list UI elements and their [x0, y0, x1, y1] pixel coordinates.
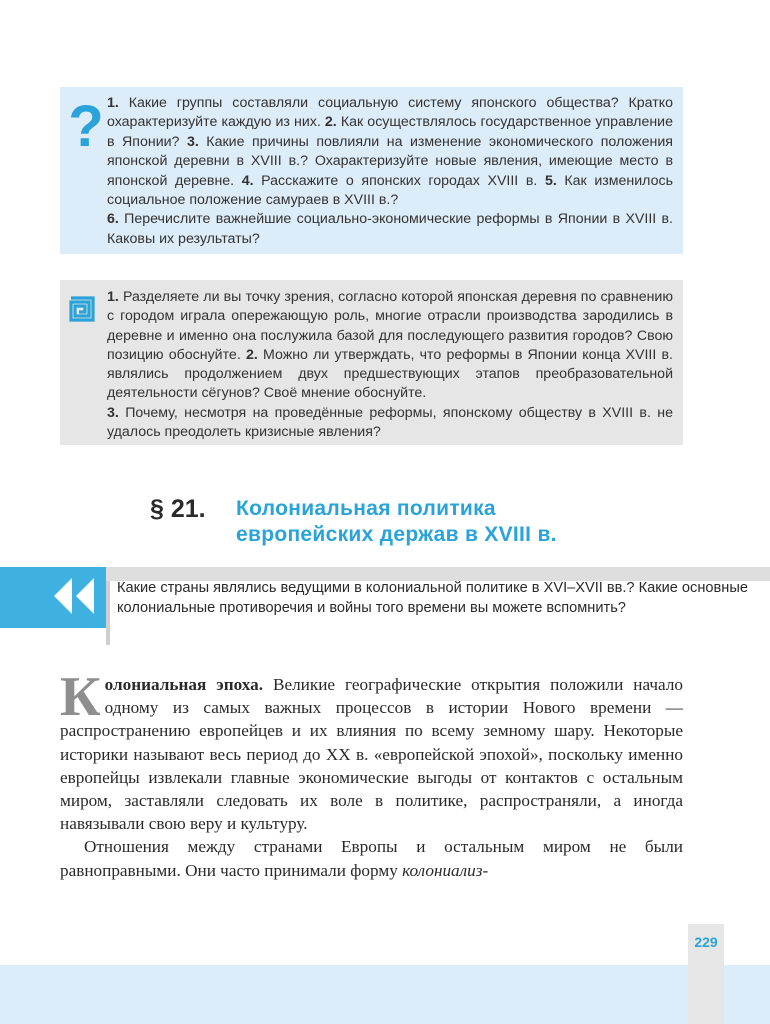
main-text — [60, 666, 684, 882]
task-number: 2. — [245, 346, 258, 363]
section-title-line: европейских держав в XVIII в. — [236, 523, 557, 546]
recall-divider — [106, 581, 110, 645]
recall-text: Какие страны являлись ведущими в колониальной политике в XVI–XVII вв.? Какие основные колониальные противоречия и войны того времени вы можете вспомнить? — [117, 580, 748, 616]
footer-band — [0, 965, 770, 1024]
question-text: Перечислите важнейшие социально-экономические реформы в Японии в XVIII в. Каковы их результаты? — [107, 211, 673, 247]
question-text: Расскажите о японских городах XVIII в. — [253, 172, 545, 189]
task-number: 3. — [107, 404, 119, 421]
question-number: 3. — [186, 133, 199, 150]
paragraph-lead: олониальная эпоха. — [104, 675, 264, 694]
rewind-icon — [50, 574, 100, 618]
paragraph-italic: колониализ- — [402, 860, 489, 880]
question-text: Как изменилось социальное положение самураев в XVIII в.? — [107, 172, 673, 209]
section-title-line: Колониальная политика — [236, 497, 496, 520]
paragraph — [60, 666, 684, 835]
spiral-icon — [67, 294, 97, 324]
task-number: 1. — [107, 289, 119, 305]
paragraph-text: Великие географические открытия положили начало одному из самых важных процессов в истории Нового времени — распространению европейцев и их влияния по всему земному шару. Некоторые историки называют весь период до XX в. «европейской эпохой», поскольку именно европейцы извлекали главные экономические выгоды от контактов с остальным миром, заставляли следовать их воле в политике, распространяли, а иногда навязывали свою веру и культуру. — [60, 675, 684, 834]
task-text: Можно ли утверждать, что реформы в Японии конца XVIII в. являлись продолжением двух предшествующих этапов преобразовательной деятельности сёгунов? Своё мнение обоснуйте. — [107, 346, 673, 402]
questions-text — [107, 94, 673, 249]
question-number: 6. — [107, 211, 119, 228]
question-text: Какие причины повлияли на изменение экономического положения японской деревни в XVIII в.? Охарактеризуйте новые явления, имеющие место в японской деревне. — [107, 133, 673, 189]
question-text: Как осуществлялось государственное управление в Японии? — [107, 114, 673, 150]
page-number: 229 — [694, 934, 718, 950]
task-text: Почему, несмотря на проведённые реформы, японскому обществу в XVIII в. не удалось преодолеть кризисные явления? — [107, 404, 673, 441]
question-number: 1. — [107, 95, 119, 111]
section-number: § 21. — [150, 495, 206, 523]
paragraph — [60, 835, 683, 881]
question-number: 5. — [544, 172, 557, 189]
section-title — [236, 496, 656, 548]
task-text: Разделяете ли вы точку зрения, согласно которой японская деревня по сравнению с городом играла опережающую роль, многие отрасли производства зародились в деревне и именно она послужила базой для последующего развития городов? Свою позицию обоснуйте. — [107, 289, 673, 363]
question-text: Какие группы составляли социальную систему японского общества? Кратко охарактеризуйте каждую из них. — [107, 95, 673, 131]
question-number: 2. — [324, 114, 337, 131]
question-mark-icon: ? — [68, 94, 104, 159]
paragraph-text: Отношения между странами Европы и остальным миром не были равноправными. Они часто принимали форму — [60, 837, 683, 880]
thinking-text — [107, 288, 673, 442]
drop-cap: К — [60, 666, 101, 728]
question-number: 4. — [241, 172, 254, 189]
